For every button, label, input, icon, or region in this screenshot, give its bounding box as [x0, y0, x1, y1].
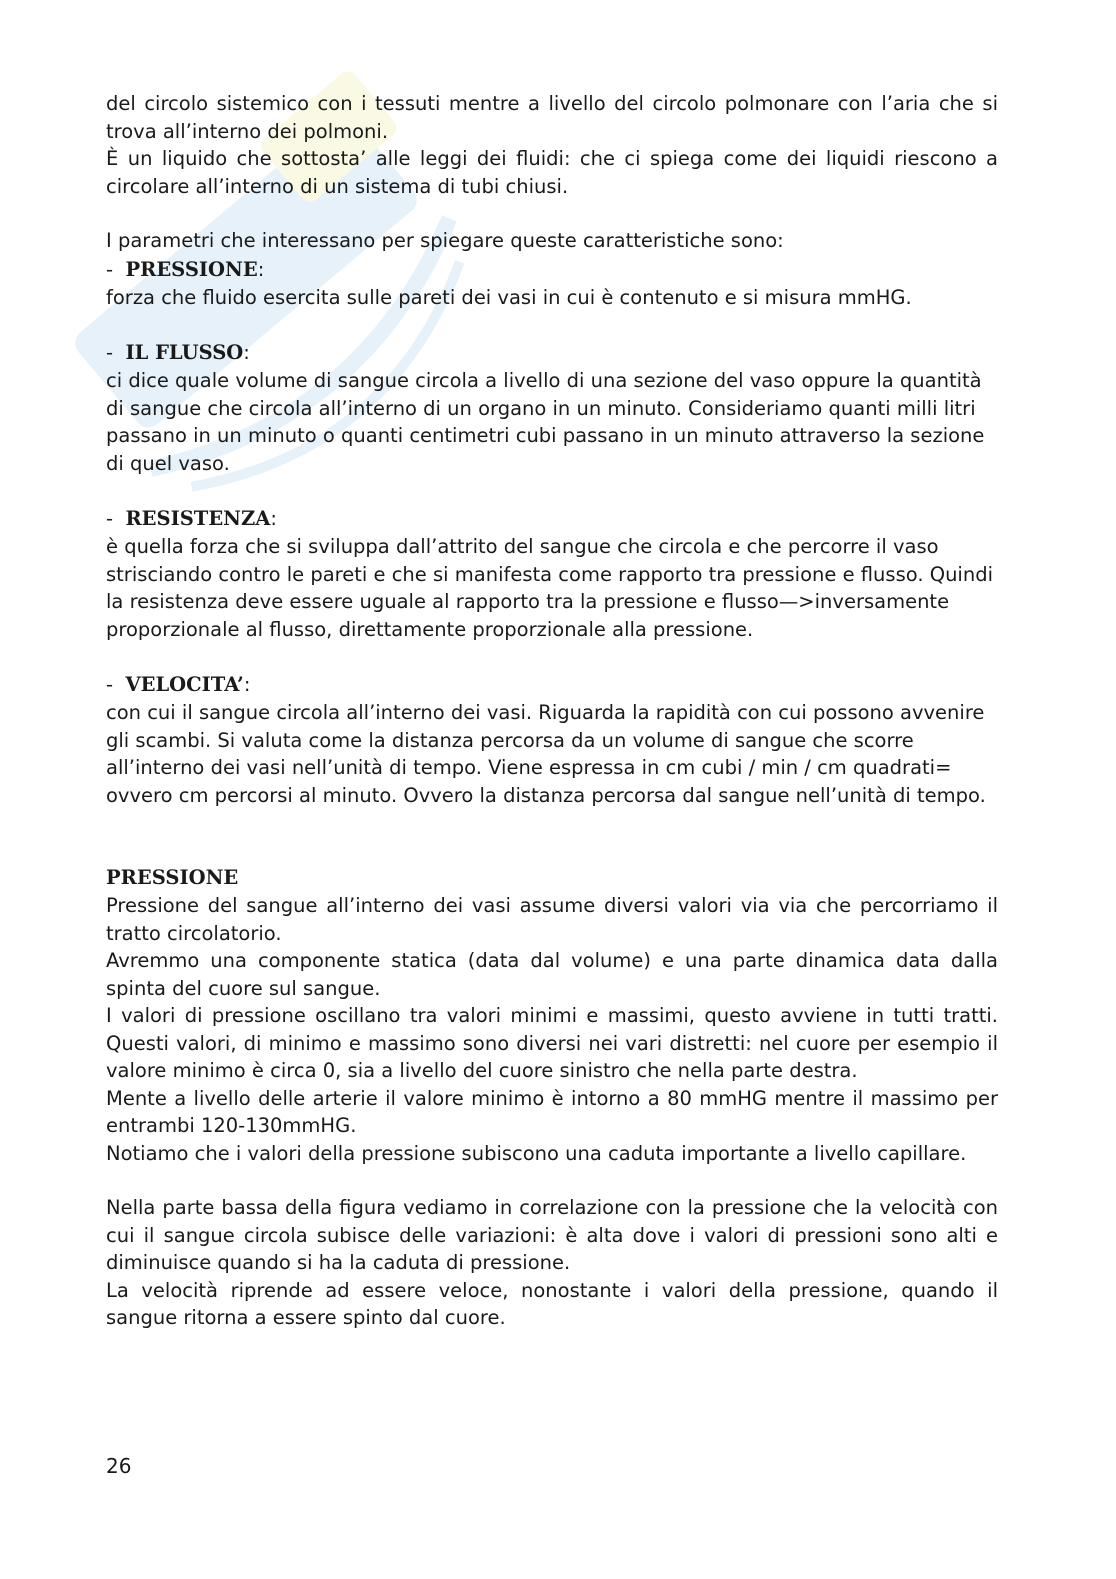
parameter-title: VELOCITA’ — [125, 673, 244, 696]
parameter-heading-velocita: - VELOCITA’: — [106, 673, 251, 696]
parameter-heading-pressione: - PRESSIONE: — [106, 257, 265, 281]
pressione-paragraph-7: La velocità riprende ad essere veloce, nonostante i valori della pressione, quando il sangue ritorna a essere spinto dal cuore. — [106, 1278, 998, 1329]
pressione-paragraph-3: I valori di pressione oscillano tra valori minimi e massimi, questo avviene in tutti tratti. Questi valori, di minimo e massimo sono diversi nei vari distretti: nel cuore per esempio il valore minimo è circa 0, sia a livello del cuore sinistro che nella parte destra. — [106, 1004, 998, 1082]
pressione-paragraph-5: Notiamo che i valori della pressione subiscono una caduta importante a livello capillare. — [106, 1141, 967, 1165]
parameter-title: PRESSIONE — [125, 257, 258, 281]
parameter-heading-flusso: - IL FLUSSO: — [106, 341, 250, 364]
parameters-intro: I parametri che interessano per spiegare queste caratteristiche sono: — [106, 229, 784, 252]
document-page — [106, 90, 998, 1332]
parameter-title: RESISTENZA — [125, 507, 271, 530]
parameter-text-resistenza: è quella forza che si sviluppa dall’attrito del sangue che circola e che percorre il vaso strisciando contro le pareti e che si manifesta come rapporto tra pressione e flusso. Quindi la resistenza deve essere uguale al rapporto tra la pressione e flusso—>inversamente proporzionale al flusso, direttamente proporzionale alla pressione. — [106, 535, 994, 641]
pressione-paragraph-6: Nella parte bassa della figura vediamo in correlazione con la pressione che la velocità con cui il sangue circola subisce delle variazioni: è alta dove i valori di pressioni sono alti e diminuisce quando si ha la caduta di pressione. — [106, 1196, 998, 1274]
parameter-text-velocita: con cui il sangue circola all’interno dei vasi. Riguarda la rapidità con cui possono avvenire gli scambi. Si valuta come la distanza percorsa da un volume di sangue che scorre all’interno dei vasi nell’unità di tempo. Viene espressa in cm cubi / min / cm quadrati= ovvero cm percorsi al minuto. Ovvero la distanza percorsa dal sangue nell’unità di tempo. — [106, 701, 986, 807]
section-title-pressione: PRESSIONE — [106, 866, 239, 889]
parameter-title: IL FLUSSO — [125, 341, 244, 364]
pressione-paragraph-2: Avremmo una componente statica (data dal volume) e una parte dinamica data dalla spinta del cuore sul sangue. — [106, 949, 998, 1000]
parameter-heading-resistenza: - RESISTENZA: — [106, 507, 277, 530]
intro-paragraph-2: È un liquido che sottosta’ alle leggi dei fluidi: che ci spiega come dei liquidi riescono a circolare all’interno di un sistema di tubi chiusi. — [106, 147, 998, 198]
parameter-text-pressione: forza che fluido esercita sulle pareti dei vasi in cui è contenuto e si misura mmHG. — [106, 285, 912, 309]
page-number: 26 — [106, 1454, 132, 1478]
pressione-paragraph-1: Pressione del sangue all’interno dei vasi assume diversi valori via via che percorriamo il tratto circolatorio. — [106, 894, 998, 945]
intro-paragraph-1: del circolo sistemico con i tessuti mentre a livello del circolo polmonare con l’aria che si trova all’interno dei polmoni. — [106, 92, 998, 143]
pressione-paragraph-4: Mente a livello delle arterie il valore minimo è intorno a 80 mmHG mentre il massimo per entrambi 120-130mmHG. — [106, 1086, 998, 1137]
parameter-text-flusso: ci dice quale volume di sangue circola a livello di una sezione del vaso oppure la quantità di sangue che circola all’interno di un organo in un minuto. Consideriamo quanti milli litri passano in un minuto o quanti centimetri cubi passano in un minuto attraverso la sezione di quel vaso. — [106, 369, 985, 475]
